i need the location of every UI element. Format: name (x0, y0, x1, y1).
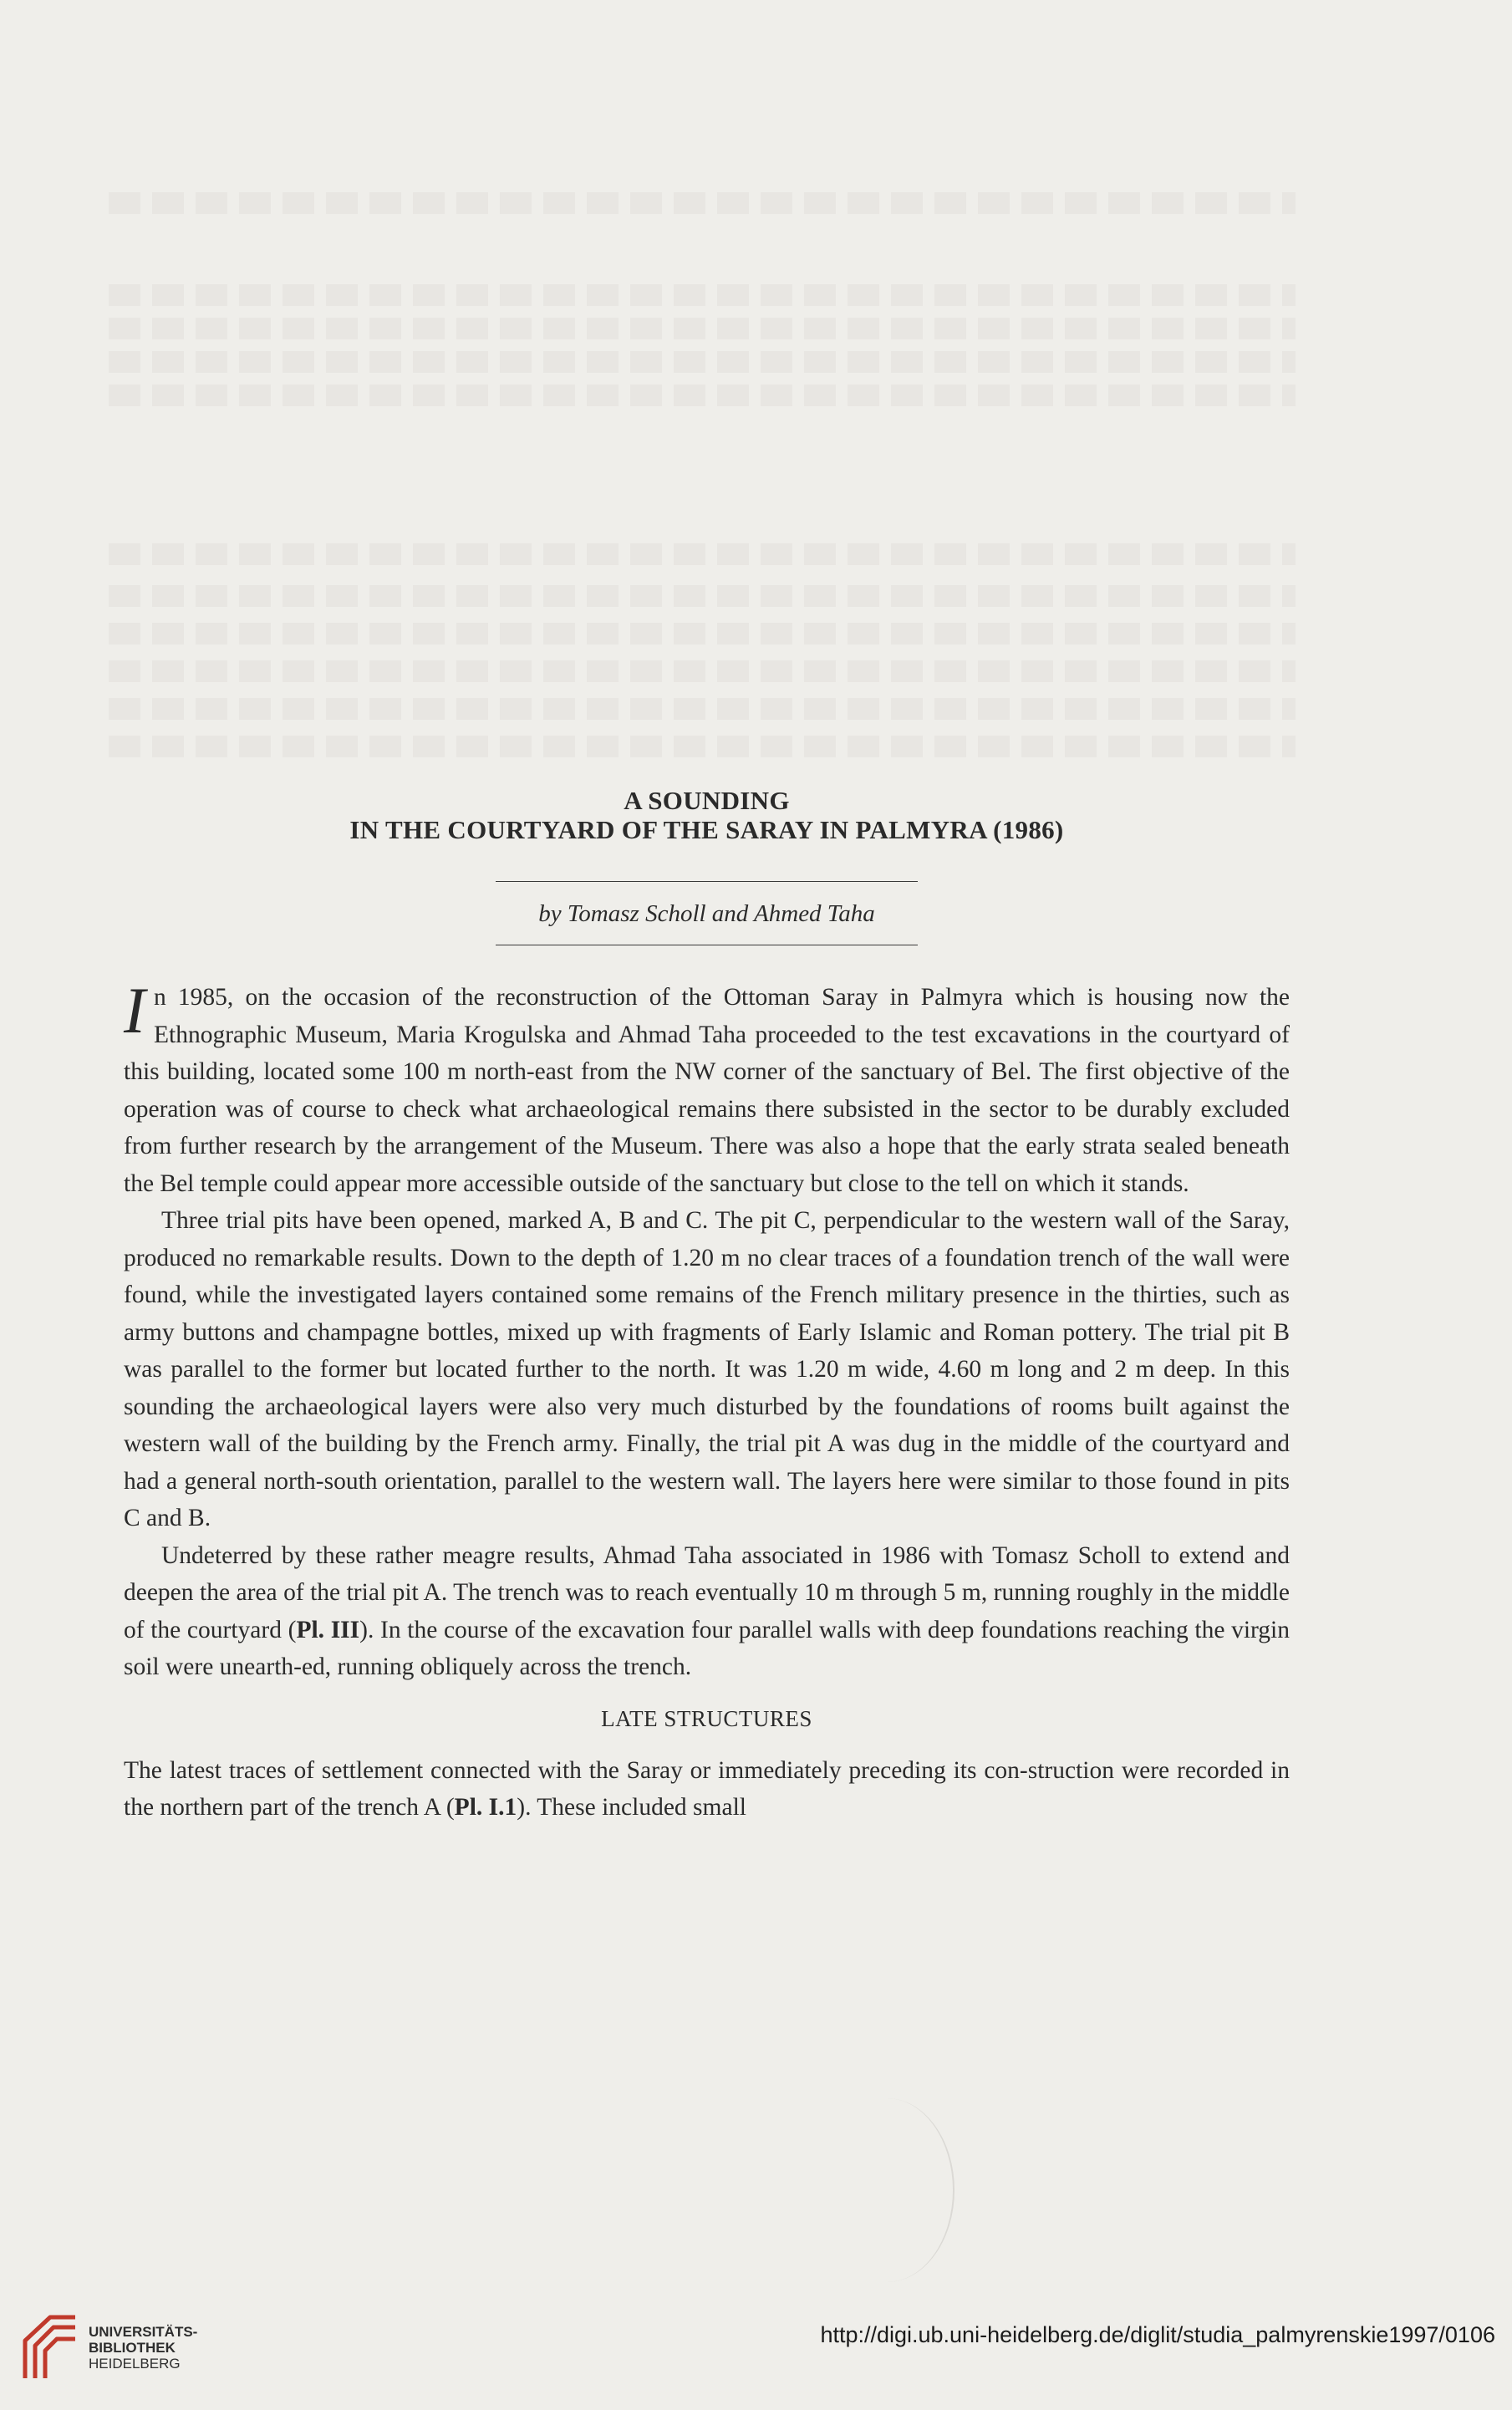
plate-reference: Pl. I.1 (454, 1794, 517, 1821)
show-through-texture (109, 698, 1296, 720)
paragraph-2: Three trial pits have been opened, marked A, B and C. The pit C, perpendicular to the western wall of the Saray, produced no remarkable results. Down to the depth of 1.20 m no clear traces of a foundation trench of the wall were found, while the investigated layers contained some remains of the French military presence in the thirties, such as army buttons and champagne bottles, mixed up with fragments of Early Islamic and Roman pottery. The trial pit B was parallel to the former but located further to the north. It was 1.20 m wide, 4.60 m long and 2 m deep. In this sounding the archaeological layers were also very much disturbed by the foundations of rooms built against the western wall of the building by the French army. Finally, the trial pit A was dug in the middle of the courtyard and had a general north-south orientation, parallel to the western wall. The layers here were similar to those found in pits C and B. (124, 1207, 1290, 1531)
section-heading: LATE STRUCTURES (601, 1705, 812, 1731)
paragraph-4 (124, 1752, 1290, 1827)
library-emblem-icon (17, 2307, 84, 2382)
show-through-texture (109, 660, 1296, 682)
article-page (124, 786, 1290, 1827)
plate-reference: Pl. III (296, 1616, 360, 1643)
article-title (124, 786, 1290, 844)
paragraph-3-text-a: Undeterred by these rather meagre results, Ahmad Taha associated in 1986 with Tomasz Scholl to extend and deepen the area of the trial pit A. The trench was to reach eventually 10 m through 5 m, running roughly in the middle of the courtyard ( (124, 1541, 1290, 1643)
library-logo (17, 2307, 234, 2382)
show-through-texture (109, 318, 1296, 339)
show-through-texture (109, 192, 1296, 214)
article-authors: by Tomasz Scholl and Ahmed Taha (538, 900, 875, 927)
title-rule-top (496, 881, 918, 882)
library-name (89, 2324, 197, 2372)
title-line-1: A SOUNDING (624, 786, 790, 815)
source-url-link[interactable]: http://digi.ub.uni-heidelberg.de/diglit/studia_palmyrenskie1997/0106 (820, 2322, 1495, 2347)
paragraph-4-text-b: ). These included small (517, 1794, 746, 1821)
show-through-texture (109, 385, 1296, 406)
paragraph-3-text-b: ). In the course of the excavation four parallel walls with deep foundations reaching the virgin soil were unearth-ed, running obliquely across the trench. (124, 1616, 1290, 1680)
library-name-line-1: UNIVERSITÄTS- (89, 2324, 198, 2340)
show-through-texture (109, 351, 1296, 373)
show-through-texture (109, 585, 1296, 607)
show-through-texture (109, 284, 1296, 306)
show-through-texture (109, 736, 1296, 757)
page-smudge (819, 2098, 955, 2282)
paragraph-4-text-a: The latest traces of settlement connected with the Saray or immediately preceding its con-struction were recorded in the northern part of the trench A ( (124, 1756, 1290, 1821)
show-through-texture (109, 623, 1296, 645)
paragraph-3 (124, 1537, 1290, 1686)
paragraph-1-text: n 1985, on the occasion of the reconstruction of the Ottoman Saray in Palmyra which is housing now the Ethnographic Museum, Maria Krogulska and Ahmad Taha proceeded to the test excavations in the courtyard of this building, located some 100 m north-east from the NW corner of the sanctuary of Bel. The first objective of the operation was of course to check what archaeological remains there subsisted in the sector to be durably excluded from further research by the arrangement of the Museum. There was also a hope that the early strata sealed beneath the Bel temple could appear more accessible outside of the sanctuary but close to the tell on which it stands. (124, 984, 1290, 1197)
library-name-line-2: BIBLIOTHEK (89, 2340, 176, 2356)
title-line-2: IN THE COURTYARD OF THE SARAY IN PALMYRA (1986) (349, 815, 1064, 844)
library-name-line-3: HEIDELBERG (89, 2356, 181, 2372)
drop-cap: I (124, 974, 145, 1047)
article-body (124, 974, 1290, 1827)
show-through-texture (109, 543, 1296, 565)
paragraph-1 (124, 974, 1290, 1202)
